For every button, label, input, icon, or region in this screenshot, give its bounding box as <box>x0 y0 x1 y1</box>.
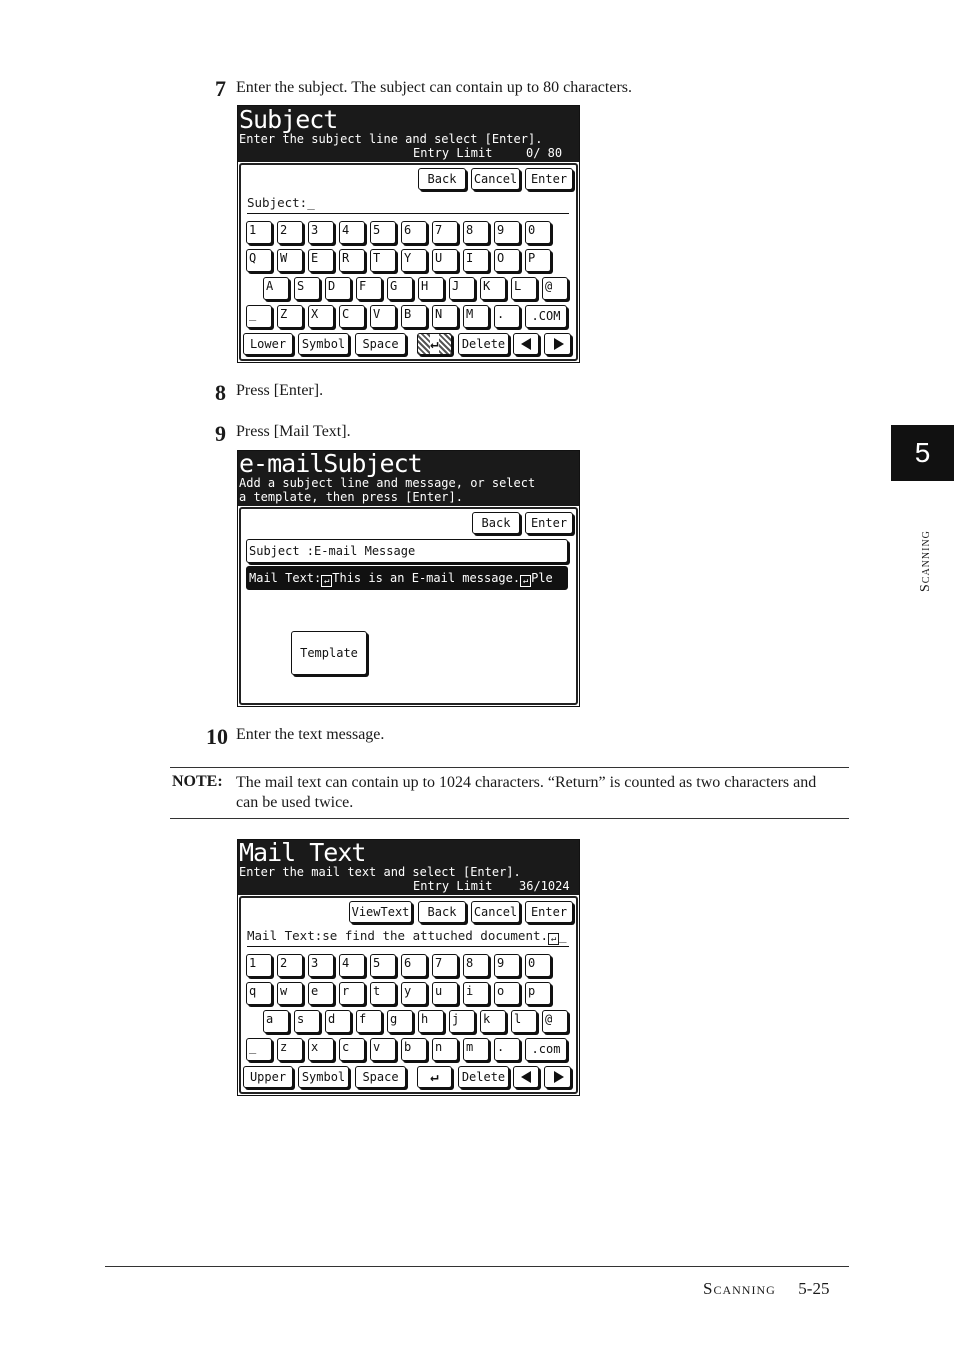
symbol-button[interactable]: Symbol <box>298 333 349 355</box>
delete-button[interactable]: Delete <box>458 333 509 355</box>
side-section-label <box>918 498 938 598</box>
key-3-3[interactable]: c <box>339 1038 365 1061</box>
mail-text-value: Mail Text:se find the attuched document. <box>247 928 549 943</box>
key-3-8[interactable]: . <box>494 305 520 328</box>
mail-text-instruction: Enter the mail text and select [Enter]. <box>239 865 521 879</box>
key-3-4[interactable]: V <box>370 305 396 328</box>
cursor-left-button[interactable] <box>513 1066 539 1088</box>
mail-text-underline <box>247 946 569 947</box>
subject-screen-title: Subject <box>239 105 338 134</box>
step-9-text: Press [Mail Text]. <box>236 423 351 440</box>
key-2-4[interactable]: G <box>387 277 413 300</box>
subject-screen <box>237 105 580 363</box>
mail-text-body <box>239 896 578 1094</box>
view-text-button[interactable]: ViewText <box>349 901 412 923</box>
upper-button[interactable]: Upper <box>243 1066 293 1088</box>
cancel-button[interactable]: Cancel <box>471 901 520 923</box>
note-bottom-rule <box>170 818 849 819</box>
key-1-5[interactable]: Y <box>401 249 427 272</box>
back-button[interactable]: Back <box>418 168 466 190</box>
key-0-4[interactable]: 5 <box>370 954 396 977</box>
return-icon: ↵ <box>430 1069 439 1085</box>
key-2-2[interactable]: d <box>325 1010 351 1033</box>
key-3-7[interactable]: M <box>463 305 489 328</box>
left-arrow-icon <box>521 338 531 350</box>
mail-text-input[interactable]: Mail Text:se find the attuched document. ↵ _ <box>247 928 567 944</box>
key-0-6[interactable]: 7 <box>432 221 458 244</box>
return-key[interactable] <box>417 1066 452 1088</box>
key-1-1[interactable]: W <box>277 249 303 272</box>
key-3-6[interactable]: N <box>432 305 458 328</box>
key-0-8[interactable]: 9 <box>494 954 520 977</box>
key-0-7[interactable]: 8 <box>463 954 489 977</box>
key-1-9[interactable]: P <box>525 249 551 272</box>
key-0-3[interactable]: 4 <box>339 221 365 244</box>
chapter-tab: 5 <box>891 425 954 481</box>
key-1-8[interactable]: O <box>494 249 520 272</box>
key-2-8[interactable]: L <box>511 277 537 300</box>
footer-page-number: 5-25 <box>798 1279 830 1298</box>
key-2-1[interactable]: S <box>294 277 320 300</box>
enter-button[interactable]: Enter <box>525 512 573 534</box>
key-0-1[interactable]: 2 <box>277 221 303 244</box>
key-0-7[interactable]: 8 <box>463 221 489 244</box>
step-10-text: Enter the text message. <box>236 726 385 743</box>
step-9-number: 9 <box>215 421 226 446</box>
return-mark-icon: ↵ <box>548 933 559 945</box>
step-8-text: Press [Enter]. <box>236 382 324 399</box>
key-2-7[interactable]: K <box>480 277 506 300</box>
key-3-1[interactable]: Z <box>277 305 303 328</box>
key-2-9[interactable]: @ <box>542 277 568 300</box>
key-1-6[interactable]: u <box>432 982 458 1005</box>
right-arrow-icon <box>554 338 564 350</box>
note-text: The mail text can contain up to 1024 characters. “Return” is counted as two characters and can be used twice. <box>236 774 817 811</box>
subject-field-button[interactable]: Subject :E-mail Message <box>246 539 568 563</box>
back-button[interactable]: Back <box>418 901 466 923</box>
template-button[interactable]: Template <box>291 631 367 675</box>
symbol-button[interactable]: Symbol <box>298 1066 349 1088</box>
key-0-8[interactable]: 9 <box>494 221 520 244</box>
note-top-rule <box>170 767 849 768</box>
footer-rule <box>105 1266 849 1267</box>
subject-input-underline <box>247 213 569 214</box>
key-0-2[interactable]: 3 <box>308 954 334 977</box>
step-10-number: 10 <box>206 724 228 749</box>
key-2-0[interactable]: a <box>263 1010 289 1033</box>
key-3-5[interactable]: b <box>401 1038 427 1061</box>
key-2-5[interactable]: H <box>418 277 444 300</box>
delete-button[interactable]: Delete <box>458 1066 509 1088</box>
key-0-1[interactable]: 2 <box>277 954 303 977</box>
entry-limit-value: 0/ 80 <box>526 146 563 160</box>
return-mark-icon: ↵ <box>520 575 531 587</box>
return-mark-icon: ↵ <box>321 575 332 587</box>
space-button[interactable]: Space <box>355 333 406 355</box>
key-1-7[interactable]: i <box>463 982 489 1005</box>
key-1-5[interactable]: y <box>401 982 427 1005</box>
entry-limit-value: 36/1024 <box>519 879 570 893</box>
space-button[interactable]: Space <box>355 1066 406 1088</box>
key-3-9[interactable]: .com <box>525 1038 567 1061</box>
key-1-0[interactable]: q <box>246 982 272 1005</box>
key-0-3[interactable]: 4 <box>339 954 365 977</box>
step-8-number: 8 <box>215 380 226 405</box>
email-subject-header <box>238 451 579 506</box>
subject-screen-body <box>239 163 578 361</box>
key-2-6[interactable]: j <box>449 1010 475 1033</box>
mail-text-title: Mail Text <box>239 838 366 867</box>
entry-limit-label: Entry Limit <box>413 146 493 160</box>
step-7-number: 7 <box>215 76 226 101</box>
enter-button[interactable]: Enter <box>525 901 573 923</box>
key-0-9[interactable]: 0 <box>525 221 551 244</box>
side-section-text: Scanning <box>918 530 933 592</box>
key-3-7[interactable]: m <box>463 1038 489 1061</box>
key-3-2[interactable]: X <box>308 305 334 328</box>
key-1-6[interactable]: U <box>432 249 458 272</box>
key-1-4[interactable]: t <box>370 982 396 1005</box>
left-arrow-icon <box>521 1071 531 1083</box>
key-1-4[interactable]: T <box>370 249 396 272</box>
lower-button[interactable]: Lower <box>243 333 293 355</box>
key-0-5[interactable]: 6 <box>401 954 427 977</box>
right-arrow-icon <box>554 1071 564 1083</box>
key-2-5[interactable]: h <box>418 1010 444 1033</box>
key-3-8[interactable]: . <box>494 1038 520 1061</box>
key-3-1[interactable]: z <box>277 1038 303 1061</box>
key-2-3[interactable]: f <box>356 1010 382 1033</box>
key-3-2[interactable]: x <box>308 1038 334 1061</box>
mail-text-preview-cont: Ple <box>531 571 553 585</box>
key-1-3[interactable]: R <box>339 249 365 272</box>
key-1-8[interactable]: o <box>494 982 520 1005</box>
key-0-0[interactable]: 1 <box>246 221 272 244</box>
mail-text-field-button[interactable] <box>246 566 568 590</box>
key-2-3[interactable]: F <box>356 277 382 300</box>
key-2-2[interactable]: D <box>325 277 351 300</box>
key-0-0[interactable]: 1 <box>246 954 272 977</box>
entry-limit-label: Entry Limit <box>413 879 493 893</box>
key-3-9[interactable]: .COM <box>525 305 567 328</box>
key-2-4[interactable]: g <box>387 1010 413 1033</box>
note-label: NOTE: <box>172 773 223 790</box>
enter-button[interactable]: Enter <box>525 168 573 190</box>
key-2-9[interactable]: @ <box>542 1010 568 1033</box>
subject-instruction: Enter the subject line and select [Enter]. <box>239 132 543 146</box>
key-3-3[interactable]: C <box>339 305 365 328</box>
key-1-0[interactable]: Q <box>246 249 272 272</box>
cursor-left-button[interactable] <box>513 333 539 355</box>
subject-input[interactable]: Subject:_ <box>247 195 315 210</box>
key-0-6[interactable]: 7 <box>432 954 458 977</box>
key-1-9[interactable]: p <box>525 982 551 1005</box>
key-3-5[interactable]: B <box>401 305 427 328</box>
mail-text-label: Mail Text: <box>249 571 322 585</box>
key-0-5[interactable]: 6 <box>401 221 427 244</box>
return-key[interactable] <box>417 333 452 355</box>
return-icon: ↵ <box>430 336 439 352</box>
mail-text-preview: This is an E-mail message. <box>332 571 521 585</box>
key-3-4[interactable]: v <box>370 1038 396 1061</box>
cursor-right-button[interactable] <box>544 1066 571 1088</box>
email-subject-body <box>239 507 578 705</box>
email-instruction-line-2: a template, then press [Enter]. <box>239 490 463 504</box>
key-1-2[interactable]: e <box>308 982 334 1005</box>
key-0-2[interactable]: 3 <box>308 221 334 244</box>
cursor-right-button[interactable] <box>544 333 571 355</box>
key-2-1[interactable]: s <box>294 1010 320 1033</box>
key-0-4[interactable]: 5 <box>370 221 396 244</box>
key-3-0[interactable]: _ <box>246 1038 272 1061</box>
cancel-button[interactable]: Cancel <box>471 168 520 190</box>
subject-screen-header <box>238 106 579 162</box>
key-2-0[interactable]: A <box>263 277 289 300</box>
key-2-8[interactable]: l <box>511 1010 537 1033</box>
key-1-2[interactable]: E <box>308 249 334 272</box>
key-0-9[interactable]: 0 <box>525 954 551 977</box>
key-3-6[interactable]: n <box>432 1038 458 1061</box>
key-2-7[interactable]: k <box>480 1010 506 1033</box>
back-button[interactable]: Back <box>472 512 520 534</box>
mail-text-header <box>238 840 579 895</box>
email-subject-screen <box>237 450 580 707</box>
mail-text-screen <box>237 839 580 1096</box>
key-1-7[interactable]: I <box>463 249 489 272</box>
key-1-1[interactable]: w <box>277 982 303 1005</box>
key-3-0[interactable]: _ <box>246 305 272 328</box>
footer-section: Scanning <box>703 1279 776 1298</box>
email-subject-title: e-mailSubject <box>239 449 422 478</box>
step-7-text: Enter the subject. The subject can contain up to 80 characters. <box>236 79 632 96</box>
key-1-3[interactable]: r <box>339 982 365 1005</box>
key-2-6[interactable]: J <box>449 277 475 300</box>
footer <box>703 1279 829 1299</box>
email-instruction-line-1: Add a subject line and message, or select <box>239 476 536 490</box>
